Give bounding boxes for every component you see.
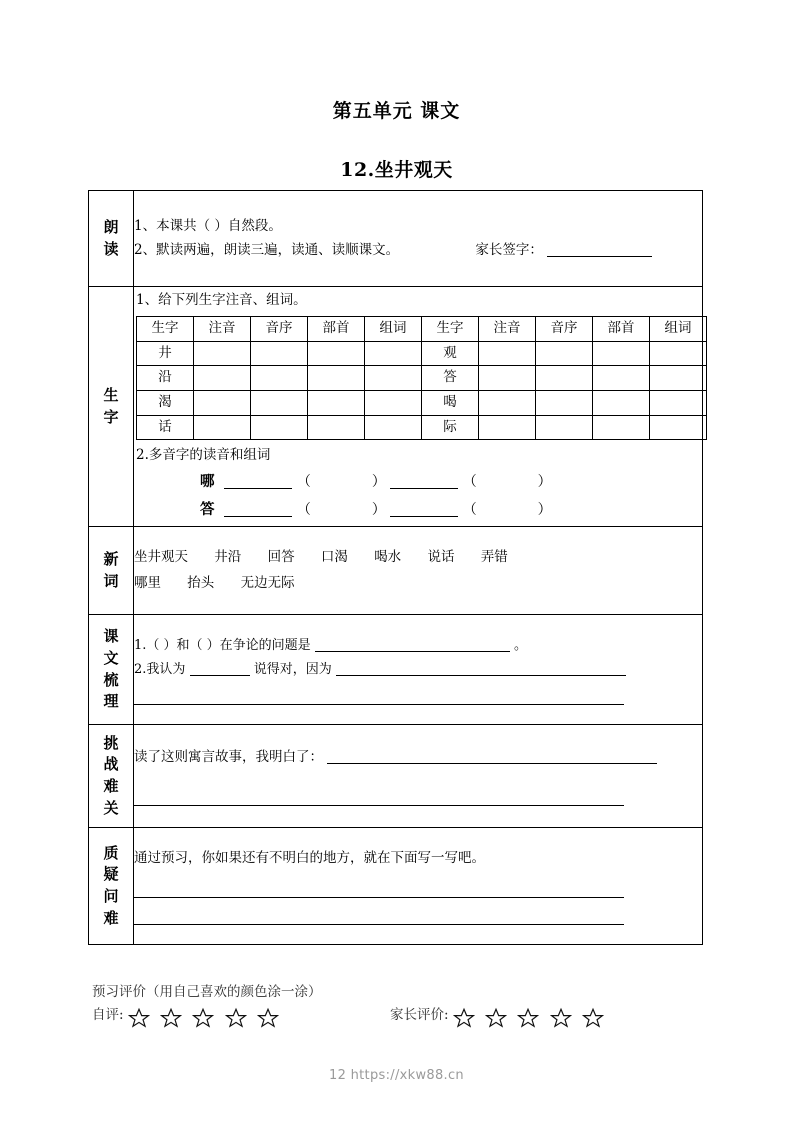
doubt-writing-line-1[interactable]	[134, 897, 624, 898]
outline-item-1-text: 1.（ ）和（ ）在争论的问题是	[134, 637, 311, 653]
cell-character-right: 答	[422, 366, 479, 391]
list-item: 弄错	[480, 548, 508, 565]
characters-grid-header-row	[137, 317, 707, 342]
star-outline-icon[interactable]	[128, 1007, 150, 1033]
self-evaluation-stars[interactable]	[128, 1007, 285, 1033]
parent-signature-blank[interactable]	[547, 256, 652, 257]
cell-blank[interactable]	[308, 366, 365, 391]
section-label-outline	[89, 615, 134, 725]
cell-blank[interactable]	[365, 341, 422, 366]
cell-blank[interactable]	[365, 366, 422, 391]
star-outline-icon[interactable]	[517, 1007, 539, 1033]
list-item: 回答	[267, 548, 295, 565]
section-label-doubt	[89, 828, 134, 945]
section-row-challenge	[89, 725, 703, 828]
lesson-title: 12.坐井观天	[340, 159, 453, 181]
col-header-zuci-2: 组词	[650, 317, 707, 342]
polyphone-row-2	[200, 496, 702, 524]
polyphone-row-1	[200, 468, 702, 496]
parent-evaluation-group	[390, 1003, 610, 1033]
col-header-zuci-1: 组词	[365, 317, 422, 342]
section-content-outline	[134, 615, 703, 725]
section-label-challenge	[89, 725, 134, 828]
list-item: 无边无际	[240, 574, 295, 591]
polyphone-open-paren-1a: （	[296, 473, 311, 490]
evaluation-title: 预习评价（用自己喜欢的颜色涂一涂）	[92, 984, 322, 1000]
characters-grid	[136, 316, 707, 440]
table-row	[137, 341, 707, 366]
cell-blank[interactable]	[650, 391, 707, 416]
section-row-outline	[89, 615, 703, 725]
cell-blank[interactable]	[593, 366, 650, 391]
unit-title: 第五单元 课文	[332, 100, 461, 122]
cell-blank[interactable]	[536, 341, 593, 366]
table-row	[137, 391, 707, 416]
section-content-doubt	[134, 828, 703, 945]
section-content-newwords	[134, 527, 703, 615]
section-row-newwords	[89, 527, 703, 615]
parent-evaluation-label: 家长评价:	[390, 1007, 449, 1023]
polyphone-pinyin-blank-2b[interactable]	[390, 516, 458, 517]
polyphone-close-paren-1b: ）	[537, 473, 552, 490]
cell-character-left: 话	[137, 415, 194, 440]
section-content-reading	[134, 191, 703, 287]
cell-character-left: 渴	[137, 391, 194, 416]
col-header-yinxu-2: 音序	[536, 317, 593, 342]
doubt-writing-line-2[interactable]	[134, 924, 624, 925]
evaluation-rows	[92, 1003, 712, 1033]
reading-item-1: 1、本课共（ ）自然段。	[134, 217, 282, 234]
list-item: 坐井观天	[134, 548, 188, 565]
cell-blank[interactable]	[650, 366, 707, 391]
outline-item-1	[134, 634, 702, 658]
star-outline-icon[interactable]	[257, 1007, 279, 1033]
list-item: 井沿	[214, 548, 242, 565]
self-evaluation-label: 自评:	[92, 1007, 124, 1023]
cell-blank[interactable]	[251, 391, 308, 416]
outline-item-2	[134, 658, 702, 682]
outline-item-2-text-b: 说得对，因为	[253, 662, 332, 677]
cell-blank[interactable]	[194, 415, 251, 440]
section-label-doubt-text: 质疑问难	[103, 843, 119, 927]
cell-blank[interactable]	[536, 391, 593, 416]
challenge-prompt-line	[134, 746, 702, 770]
col-header-bushou-2: 部首	[593, 317, 650, 342]
col-header-zhuyin-2: 注音	[479, 317, 536, 342]
star-outline-icon[interactable]	[582, 1007, 604, 1033]
challenge-writing-line-1[interactable]	[327, 763, 657, 764]
table-row	[137, 366, 707, 391]
section-label-newwords-text: 新词	[103, 549, 119, 590]
col-header-yinxu-1: 音序	[251, 317, 308, 342]
star-outline-icon[interactable]	[225, 1007, 247, 1033]
section-row-reading	[89, 191, 703, 287]
cell-blank[interactable]	[308, 391, 365, 416]
challenge-prompt-text: 读了这则寓言故事，我明白了：	[134, 748, 323, 765]
polyphone-close-paren-2a: ）	[371, 502, 386, 519]
preview-evaluation	[92, 980, 712, 1033]
star-outline-icon[interactable]	[485, 1007, 507, 1033]
outline-item-1-blank[interactable]	[315, 651, 510, 652]
parent-signature-label: 家长签字：	[475, 241, 543, 258]
cell-blank[interactable]	[251, 341, 308, 366]
polyphone-open-paren-2a: （	[296, 502, 311, 519]
star-outline-icon[interactable]	[550, 1007, 572, 1033]
cell-blank[interactable]	[650, 415, 707, 440]
parent-signature-group	[475, 239, 652, 263]
polyphone-character-2: 答	[200, 501, 215, 519]
list-item: 喝水	[374, 548, 402, 565]
polyphone-pinyin-blank-1a[interactable]	[224, 488, 292, 489]
cell-blank[interactable]	[194, 341, 251, 366]
polyphone-close-paren-2b: ）	[537, 502, 552, 519]
star-outline-icon[interactable]	[192, 1007, 214, 1033]
section-content-newcharacters	[134, 287, 703, 527]
list-item: 说话	[427, 548, 455, 565]
section-label-newcharacters-text: 生字	[103, 385, 119, 426]
cell-blank[interactable]	[479, 415, 536, 440]
star-outline-icon[interactable]	[160, 1007, 182, 1033]
section-row-newcharacters	[89, 287, 703, 527]
col-header-shengzi-1: 生字	[137, 317, 194, 342]
outline-item-2-text-a: 2.我认为	[134, 662, 186, 677]
cell-blank[interactable]	[365, 415, 422, 440]
list-item: 口渴	[320, 548, 348, 565]
cell-blank[interactable]	[536, 366, 593, 391]
section-label-outline-text: 课文梳理	[103, 627, 119, 711]
outline-extra-writing-line[interactable]	[134, 704, 624, 705]
cell-blank[interactable]	[593, 391, 650, 416]
cell-blank[interactable]	[593, 415, 650, 440]
cell-blank[interactable]	[251, 415, 308, 440]
outline-item-1-period: 。	[513, 637, 527, 653]
polyphone-close-paren-1a: ）	[371, 473, 386, 490]
section-label-newwords	[89, 527, 134, 615]
cell-character-right: 际	[422, 415, 479, 440]
reading-item-2: 2、默读两遍，朗读三遍，读通、读顺课文。	[134, 241, 400, 258]
section-label-newcharacters	[89, 287, 134, 527]
col-header-zhuyin-1: 注音	[194, 317, 251, 342]
cell-blank[interactable]	[536, 415, 593, 440]
reading-item-2-wrap	[134, 239, 702, 263]
section-content-challenge	[134, 725, 703, 828]
cell-blank[interactable]	[194, 391, 251, 416]
cell-blank[interactable]	[593, 341, 650, 366]
star-outline-icon[interactable]	[453, 1007, 475, 1033]
section-label-reading-text: 朗读	[103, 217, 119, 258]
outline-item-2-blank-b[interactable]	[336, 675, 626, 676]
section-label-challenge-text: 挑战难关	[103, 733, 119, 817]
section-row-doubt	[89, 828, 703, 945]
polyphone-pinyin-blank-1b[interactable]	[390, 488, 458, 489]
cell-blank[interactable]	[251, 366, 308, 391]
cell-character-left: 沿	[137, 366, 194, 391]
col-header-shengzi-2: 生字	[422, 317, 479, 342]
challenge-writing-line-2[interactable]	[134, 805, 624, 806]
self-evaluation-group	[92, 1003, 285, 1033]
cell-character-right: 观	[422, 341, 479, 366]
col-header-bushou-1: 部首	[308, 317, 365, 342]
newcharacters-task1-title: 1、给下列生字注音、组词。	[136, 291, 307, 308]
table-row	[137, 415, 707, 440]
list-item: 抬头	[187, 574, 215, 591]
cell-blank[interactable]	[308, 415, 365, 440]
cell-character-left: 井	[137, 341, 194, 366]
list-item: 哪里	[134, 574, 161, 591]
polyphone-character-1: 哪	[200, 472, 215, 490]
newcharacters-task2-title: 2.多音字的读音和组词	[136, 447, 271, 464]
cell-blank[interactable]	[194, 366, 251, 391]
section-label-reading	[89, 191, 134, 287]
polyphone-open-paren-2b: （	[462, 502, 477, 519]
doubt-prompt-text: 通过预习，你如果还有不明白的地方，就在下面写一写吧。	[134, 850, 485, 867]
outline-item-2-blank-a[interactable]	[190, 675, 250, 676]
cell-blank[interactable]	[650, 341, 707, 366]
polyphone-open-paren-1b: （	[462, 473, 477, 490]
polyphone-pinyin-blank-2a[interactable]	[224, 516, 292, 517]
cell-blank[interactable]	[479, 341, 536, 366]
cell-blank[interactable]	[479, 391, 536, 416]
watermark: 12 https://xkw88.cn	[329, 1068, 464, 1083]
cell-blank[interactable]	[308, 341, 365, 366]
newwords-line-2	[134, 571, 702, 597]
cell-character-right: 喝	[422, 391, 479, 416]
cell-blank[interactable]	[365, 391, 422, 416]
worksheet-table	[88, 190, 703, 945]
newwords-line-1	[134, 545, 702, 571]
parent-evaluation-stars[interactable]	[453, 1007, 610, 1033]
cell-blank[interactable]	[479, 366, 536, 391]
